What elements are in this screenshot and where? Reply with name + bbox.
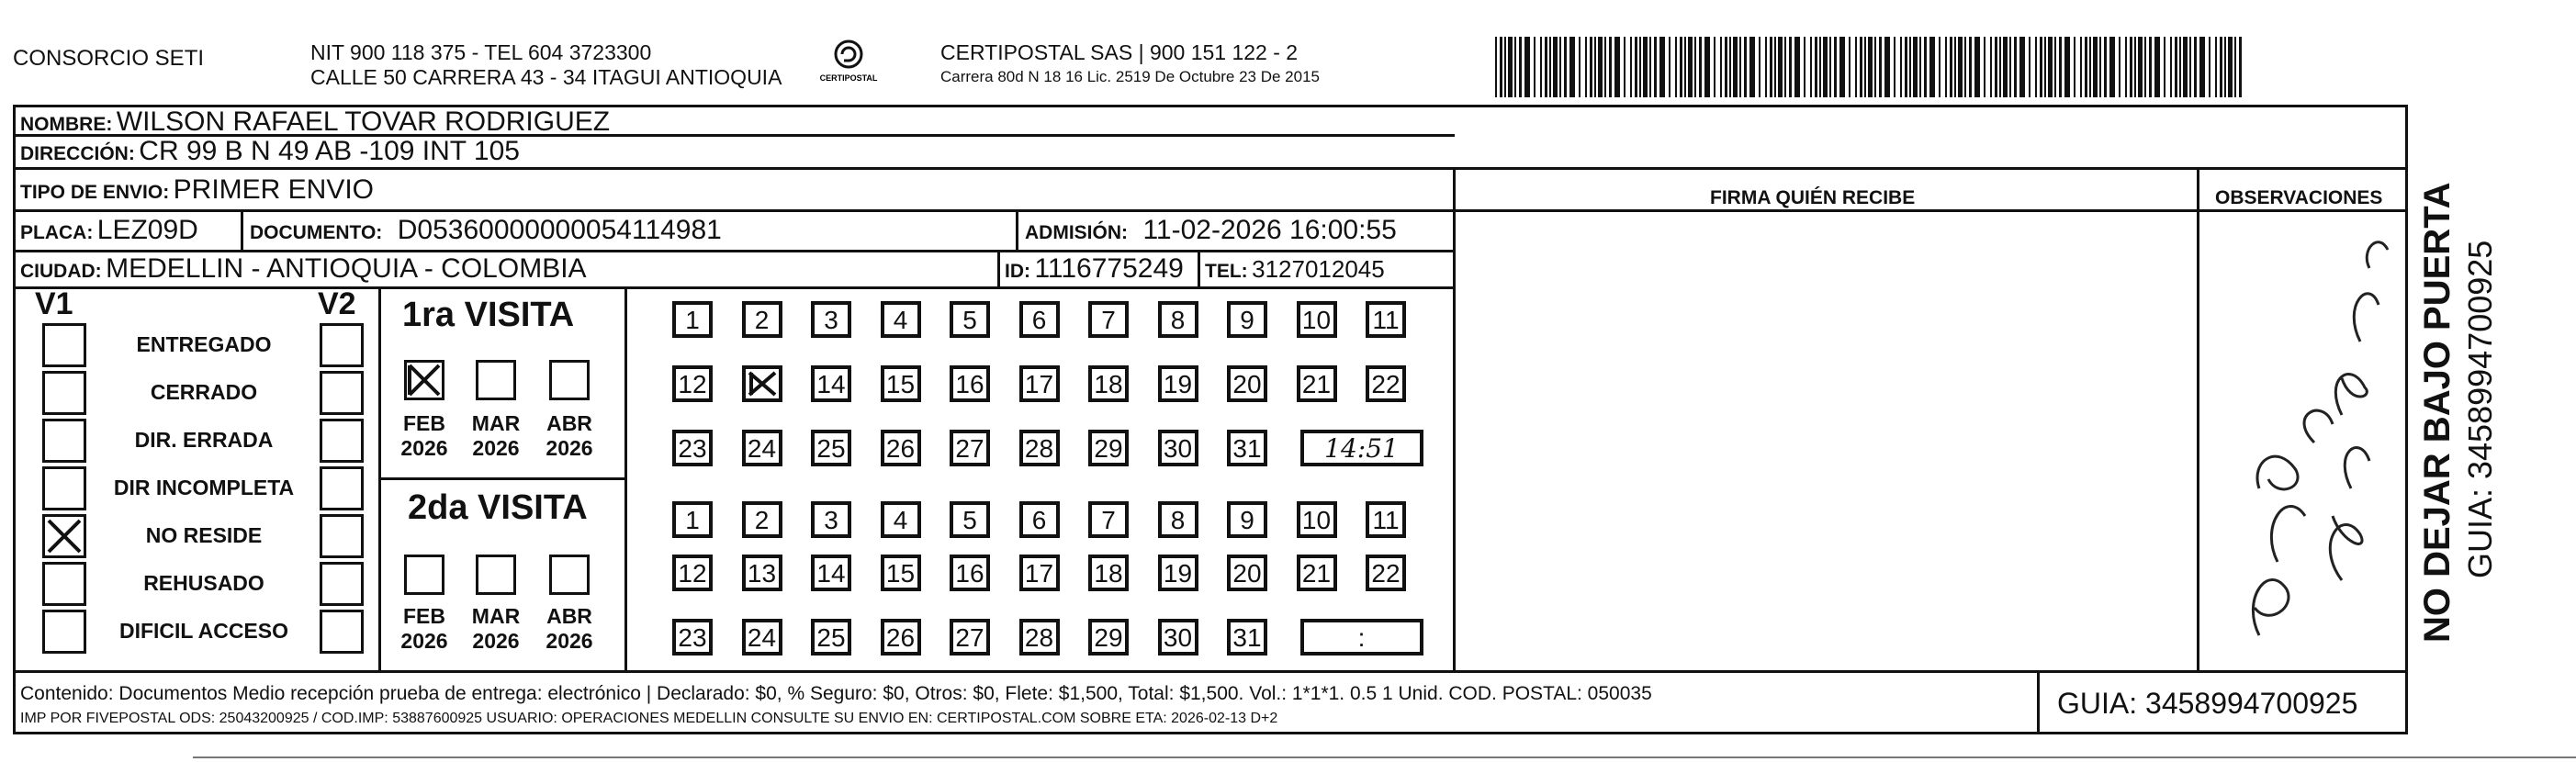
first-visit-day-box[interactable]: 24 (742, 430, 782, 466)
barcode-bar (1834, 37, 1837, 97)
plate-label: PLACA: (20, 222, 94, 243)
second-visit-day-box[interactable]: 23 (672, 619, 713, 656)
barcode-bar (1694, 37, 1696, 97)
barcode-bar (2029, 37, 2030, 97)
v1-checkbox[interactable] (42, 419, 86, 463)
print-info-line: IMP POR FIVEPOSTAL ODS: 25043200925 / COD.IMP: 53887600925 USUARIO: OPERACIONES MEDELLIN CONSULTE SU ENVIO EN: CERTIPOSTAL.COM SOBRE ETA: 2026-02-13 D+2 (20, 711, 1278, 726)
barcode-bar (1739, 37, 1741, 97)
barcode-bar (1725, 37, 1727, 97)
status-label: DIR. ERRADA (134, 428, 274, 452)
barcode-bar (1688, 37, 1693, 97)
barcode-bar (2199, 37, 2205, 97)
barcode-bar (2194, 37, 2197, 97)
month-name: FEB (403, 411, 445, 435)
v1-checkbox[interactable] (42, 466, 86, 510)
handwritten-observation (2204, 213, 2406, 663)
second-visit-day-box[interactable]: 13 (742, 555, 782, 591)
barcode-bar (1789, 37, 1792, 97)
first-visit-day-box[interactable]: 20 (1227, 365, 1267, 402)
do-not-leave-notice: NO DEJAR BAJO PUERTA (2417, 182, 2458, 643)
barcode-bar (1974, 37, 1980, 97)
city-label: CIUDAD: (20, 261, 102, 282)
recipient-name: WILSON RAFAEL TOVAR RODRIGUEZ (116, 106, 611, 137)
second-visit-day-box[interactable]: 25 (811, 619, 851, 656)
second-visit-day-box[interactable]: 14 (811, 555, 851, 591)
month-year: 2026 (400, 629, 448, 653)
barcode-bar (1860, 37, 1862, 97)
second-visit-day-box[interactable]: 4 (881, 501, 921, 538)
v1-checkbox[interactable] (42, 562, 86, 606)
barcode-bar (1765, 37, 1767, 97)
barcode-bar (2189, 37, 2191, 97)
barcode-bar (1819, 37, 1821, 97)
barcode-bar (1534, 37, 1535, 97)
month-year: 2026 (546, 629, 593, 653)
barcode-bar (1675, 37, 1677, 97)
status-label: DIFICIL ACCESO (118, 619, 288, 643)
shipment-type-label: TIPO DE ENVIO: (20, 182, 170, 203)
first-visit-day-box[interactable]: 15 (881, 365, 921, 402)
first-visit-day-box[interactable]: 23 (672, 430, 713, 466)
second-visit-day-box[interactable]: 10 (1297, 501, 1337, 538)
signature-header: FIRMA QUIÉN RECIBE (1710, 187, 1916, 208)
barcode-bar (2093, 37, 2098, 97)
first-visit-day-box[interactable]: 31 (1227, 430, 1267, 466)
barcode-bar (2054, 37, 2056, 97)
barcode-bar (1855, 37, 1857, 97)
check-mark-icon (407, 363, 442, 398)
barcode-bar (1594, 37, 1596, 97)
barcode-bar (1778, 37, 1783, 97)
barcode-bar (1810, 37, 1812, 97)
barcode-bar (1590, 37, 1592, 97)
v2-checkbox[interactable] (320, 466, 364, 510)
barcode-bar (2089, 37, 2091, 97)
v1-checkbox[interactable] (42, 514, 86, 558)
first-visit-day-box[interactable] (742, 365, 782, 402)
month-name: ABR (546, 411, 592, 435)
barcode-bar (2119, 37, 2120, 97)
barcode-bar (1964, 37, 1966, 97)
second-visit-day-box[interactable]: 11 (1366, 501, 1406, 538)
barcode-bar (1849, 37, 1850, 97)
first-visit-time-box[interactable]: 14:51 (1300, 430, 1423, 466)
content-line: Contenido: Documentos Medio recepción prueba de entrega: electrónico | Declarado: $0, % Seguro: $0, Otros: $0, Flete: $1,500, Total: $1,500. Vol.: 1*1*1. 0.5 1 Unid. COD. POSTAL: 050035 (20, 683, 1652, 704)
barcode-bar (2220, 37, 2222, 97)
sender-address: CALLE 50 CARRERA 43 - 34 ITAGUI ANTIOQUIA (310, 65, 782, 89)
second-visit-day-box[interactable]: 22 (1366, 555, 1406, 591)
barcode-bar (2099, 37, 2101, 97)
month-year: 2026 (546, 436, 593, 460)
first-visit-day-box[interactable]: 27 (950, 430, 990, 466)
barcode-bar (2080, 37, 2082, 97)
first-visit-day-box[interactable]: 16 (950, 365, 990, 402)
status-label: REHUSADO (143, 571, 264, 595)
first-visit-day-box[interactable]: 10 (1297, 301, 1337, 338)
v1-checkbox[interactable] (42, 371, 86, 415)
v2-checkbox[interactable] (320, 514, 364, 558)
month-year: 2026 (472, 436, 520, 460)
barcode-bar (2019, 37, 2025, 97)
second-visit-day-box[interactable]: 26 (881, 619, 921, 656)
first-visit-day-box[interactable]: 17 (1019, 365, 1060, 402)
second-visit-month-label (393, 604, 456, 654)
second-visit-day-box[interactable]: 15 (881, 555, 921, 591)
first-visit-title: 1ra VISITA (402, 296, 575, 334)
v1-checkbox[interactable] (42, 323, 86, 367)
barcode-bar (2134, 37, 2136, 97)
tel-label: TEL: (1205, 261, 1248, 282)
barcode-bar (1519, 37, 1522, 97)
month-name: ABR (546, 604, 592, 628)
barcode-bar (1504, 37, 1506, 97)
first-visit-month-label (538, 411, 601, 461)
v2-checkbox[interactable] (320, 323, 364, 367)
barcode-bar (1559, 37, 1561, 97)
first-visit-day-box[interactable]: 7 (1088, 301, 1129, 338)
barcode-bar (1995, 37, 1997, 97)
barcode-bar (2085, 37, 2087, 97)
logo-caption: CERTIPOSTAL (819, 73, 878, 83)
id-value: 1116775249 (1034, 253, 1184, 284)
barcode-bar (2183, 37, 2188, 97)
barcode-bar (2224, 37, 2226, 97)
barcode-bar (2109, 37, 2115, 97)
first-visit-month-checkbox[interactable] (476, 360, 516, 400)
barcode-bar (1729, 37, 1731, 97)
barcode-bar (1669, 37, 1670, 97)
barcode-bar (1839, 37, 1845, 97)
second-visit-day-box[interactable]: 6 (1019, 501, 1060, 538)
barcode-bar (2138, 37, 2143, 97)
barcode-bar (1874, 37, 1876, 97)
second-visit-day-box[interactable]: 12 (672, 555, 713, 591)
barcode-bar (1684, 37, 1686, 97)
nit-line: NIT 900 118 375 - TEL 604 3723300 (310, 40, 652, 64)
barcode-bar (1969, 37, 1972, 97)
address-label: DIRECCIÓN: (20, 143, 135, 164)
barcode-bar (1508, 37, 1513, 97)
v2-checkbox[interactable] (320, 371, 364, 415)
first-visit-day-box[interactable]: 18 (1088, 365, 1129, 402)
first-visit-day-box[interactable]: 11 (1366, 301, 1406, 338)
first-visit-day-box[interactable]: 19 (1158, 365, 1198, 402)
barcode (1495, 37, 2248, 97)
barcode-bar (2170, 37, 2172, 97)
barcode-bar (2234, 37, 2236, 97)
document-label: DOCUMENTO: (250, 222, 383, 243)
barcode-bar (2215, 37, 2217, 97)
second-visit-month-checkbox[interactable] (404, 555, 444, 595)
month-name: MAR (471, 411, 521, 435)
plate-value: LEZ09D (96, 215, 198, 245)
first-visit-day-box[interactable]: 5 (950, 301, 990, 338)
document-value: D05360000000054114981 (397, 215, 722, 245)
barcode-bar (2003, 37, 2008, 97)
second-visit-day-box[interactable]: 2 (742, 501, 782, 538)
first-visit-day-box[interactable]: 25 (811, 430, 851, 466)
barcode-bar (2040, 37, 2042, 97)
first-visit-day-box[interactable]: 12 (672, 365, 713, 402)
barcode-bar (1990, 37, 1992, 97)
first-visit-day-box[interactable]: 28 (1019, 430, 1060, 466)
side-guide-number: GUIA: 3458994700925 (2461, 240, 2499, 578)
second-visit-day-box[interactable]: 19 (1158, 555, 1198, 591)
barcode-bar (1564, 37, 1567, 97)
second-visit-time-box[interactable]: : (1300, 619, 1423, 656)
barcode-bar (1624, 37, 1625, 97)
barcode-bar (1649, 37, 1651, 97)
first-visit-day-box[interactable]: 22 (1366, 365, 1406, 402)
barcode-bar (1630, 37, 1632, 97)
barcode-bar (1804, 37, 1805, 97)
barcode-bar (2179, 37, 2181, 97)
admission-value: 11-02-2026 16:00:55 (1142, 215, 1397, 245)
barcode-bar (1659, 37, 1665, 97)
barcode-bar (1714, 37, 1715, 97)
first-visit-day-box[interactable]: 9 (1227, 301, 1267, 338)
barcode-bar (2130, 37, 2132, 97)
barcode-bar (2125, 37, 2127, 97)
barcode-bar (2059, 37, 2062, 97)
barcode-bar (1984, 37, 1985, 97)
barcode-bar (2209, 37, 2210, 97)
barcode-bar (1720, 37, 1722, 97)
barcode-bar (2014, 37, 2017, 97)
second-visit-day-box[interactable]: 3 (811, 501, 851, 538)
check-mark-icon (746, 369, 779, 398)
month-year: 2026 (472, 629, 520, 653)
barcode-bar (1680, 37, 1682, 97)
second-visit-day-box[interactable]: 21 (1297, 555, 1337, 591)
first-visit-month-checkbox[interactable] (404, 360, 444, 400)
barcode-bar (1495, 37, 1497, 97)
barcode-bar (2144, 37, 2146, 97)
barcode-bar (1794, 37, 1800, 97)
barcode-bar (1939, 37, 1940, 97)
status-label: DIR INCOMPLETA (113, 476, 295, 499)
barcode-bar (1770, 37, 1772, 97)
barcode-bar (1744, 37, 1747, 97)
second-visit-month-checkbox[interactable] (549, 555, 590, 595)
v2-checkbox[interactable] (320, 610, 364, 654)
barcode-bar (1784, 37, 1786, 97)
first-visit-day-box[interactable]: 30 (1158, 430, 1198, 466)
barcode-bar (1545, 37, 1547, 97)
second-visit-month-label (538, 604, 601, 654)
barcode-bar (2074, 37, 2075, 97)
month-name: MAR (471, 604, 521, 628)
second-visit-day-box[interactable]: 24 (742, 619, 782, 656)
barcode-bar (2175, 37, 2177, 97)
barcode-bar (2035, 37, 2037, 97)
second-visit-day-box[interactable]: 20 (1227, 555, 1267, 591)
status-label: NO RESIDE (145, 523, 263, 547)
barcode-bar (1514, 37, 1516, 97)
second-visit-month-checkbox[interactable] (476, 555, 516, 595)
barcode-bar (1540, 37, 1542, 97)
v2-checkbox[interactable] (320, 562, 364, 606)
barcode-bar (1929, 37, 1935, 97)
city-value: MEDELLIN - ANTIOQUIA - COLOMBIA (106, 253, 587, 284)
barcode-bar (1909, 37, 1911, 97)
first-visit-day-box[interactable]: 29 (1088, 430, 1129, 466)
license-line: Carrera 80d N 18 16 Lic. 2519 De Octubre 23 De 2015 (940, 68, 1320, 85)
barcode-bar (1945, 37, 1947, 97)
barcode-bar (1868, 37, 1873, 97)
barcode-bar (2239, 37, 2242, 97)
recipient-address: CR 99 B N 49 AB -109 INT 105 (139, 136, 520, 166)
first-visit-month-checkbox[interactable] (549, 360, 590, 400)
second-visit-day-box[interactable]: 18 (1088, 555, 1129, 591)
first-visit-day-box[interactable]: 21 (1297, 365, 1337, 402)
first-visit-month-label (465, 411, 527, 461)
barcode-bar (1900, 37, 1902, 97)
barcode-bar (2104, 37, 2107, 97)
barcode-bar (1579, 37, 1580, 97)
month-name: FEB (403, 604, 445, 628)
barcode-bar (1569, 37, 1575, 97)
v1-header: V1 (35, 286, 73, 321)
status-label: ENTREGADO (136, 332, 272, 356)
barcode-bar (1733, 37, 1738, 97)
barcode-bar (2044, 37, 2046, 97)
barcode-bar (1639, 37, 1641, 97)
footer-guide-number: GUIA: 3458994700925 (2057, 687, 2358, 720)
second-visit-day-box[interactable]: 17 (1019, 555, 1060, 591)
admission-label: ADMISIÓN: (1025, 222, 1128, 243)
first-visit-day-box[interactable]: 14 (811, 365, 851, 402)
barcode-bar (1774, 37, 1776, 97)
first-visit-day-box[interactable]: 1 (672, 301, 713, 338)
barcode-bar (1954, 37, 1956, 97)
month-year: 2026 (400, 436, 448, 460)
second-visit-day-box[interactable]: 8 (1158, 501, 1198, 538)
barcode-bar (1879, 37, 1882, 97)
barcode-bar (2048, 37, 2053, 97)
second-visit-day-box[interactable]: 5 (950, 501, 990, 538)
first-visit-month-label (393, 411, 456, 461)
barcode-bar (1654, 37, 1657, 97)
barcode-bar (1829, 37, 1831, 97)
barcode-bar (1815, 37, 1817, 97)
first-visit-day-box[interactable]: 26 (881, 430, 921, 466)
barcode-bar (1950, 37, 1952, 97)
name-label: NOMBRE: (20, 114, 113, 135)
second-visit-day-box[interactable]: 31 (1227, 619, 1267, 656)
v2-checkbox[interactable] (320, 419, 364, 463)
second-visit-day-box[interactable]: 29 (1088, 619, 1129, 656)
first-visit-day-box[interactable]: 2 (742, 301, 782, 338)
barcode-bar (1823, 37, 1828, 97)
barcode-bar (1585, 37, 1587, 97)
id-label: ID: (1005, 261, 1030, 282)
barcode-bar (2228, 37, 2233, 97)
barcode-bar (1749, 37, 1755, 97)
barcode-bar (1919, 37, 1921, 97)
barcode-bar (1553, 37, 1558, 97)
barcode-bar (1604, 37, 1606, 97)
barcode-bar (1614, 37, 1620, 97)
barcode-bar (1913, 37, 1918, 97)
certipostal-logo-icon (812, 39, 885, 86)
barcode-bar (1999, 37, 2001, 97)
shipment-type: PRIMER ENVIO (173, 174, 375, 205)
barcode-bar (1704, 37, 1710, 97)
barcode-bar (2064, 37, 2070, 97)
barcode-bar (1958, 37, 1963, 97)
check-mark-icon (45, 517, 84, 555)
second-visit-day-box[interactable]: 9 (1227, 501, 1267, 538)
first-visit-day-box[interactable]: 6 (1019, 301, 1060, 338)
v2-header: V2 (318, 286, 356, 321)
barcode-bar (1864, 37, 1866, 97)
second-visit-day-box[interactable]: 30 (1158, 619, 1198, 656)
second-visit-day-box[interactable]: 7 (1088, 501, 1129, 538)
v1-checkbox[interactable] (42, 610, 86, 654)
barcode-bar (1609, 37, 1612, 97)
observations-header: OBSERVACIONES (2215, 187, 2383, 208)
second-visit-day-box[interactable]: 28 (1019, 619, 1060, 656)
barcode-bar (1524, 37, 1530, 97)
second-visit-month-label (465, 604, 527, 654)
barcode-bar (2164, 37, 2165, 97)
first-visit-day-box[interactable]: 3 (811, 301, 851, 338)
barcode-bar (1500, 37, 1502, 97)
barcode-bar (1598, 37, 1603, 97)
company-name: CONSORCIO SETI (13, 46, 205, 71)
barcode-bar (1759, 37, 1760, 97)
second-visit-title: 2da VISITA (408, 488, 588, 527)
barcode-bar (2154, 37, 2160, 97)
barcode-bar (1894, 37, 1895, 97)
barcode-bar (1635, 37, 1637, 97)
barcode-bar (1549, 37, 1551, 97)
tel-value: 3127012045 (1252, 255, 1385, 283)
barcode-bar (2149, 37, 2152, 97)
barcode-bar (1884, 37, 1890, 97)
second-visit-day-box[interactable]: 16 (950, 555, 990, 591)
status-label: CERRADO (150, 380, 258, 404)
barcode-bar (1924, 37, 1927, 97)
second-visit-day-box[interactable]: 1 (672, 501, 713, 538)
barcode-bar (1699, 37, 1702, 97)
barcode-bar (2009, 37, 2011, 97)
first-visit-day-box[interactable]: 8 (1158, 301, 1198, 338)
first-visit-day-box[interactable]: 4 (881, 301, 921, 338)
barcode-bar (1905, 37, 1907, 97)
barcode-bar (1643, 37, 1648, 97)
provider-line: CERTIPOSTAL SAS | 900 151 122 - 2 (940, 40, 1299, 64)
second-visit-day-box[interactable]: 27 (950, 619, 990, 656)
